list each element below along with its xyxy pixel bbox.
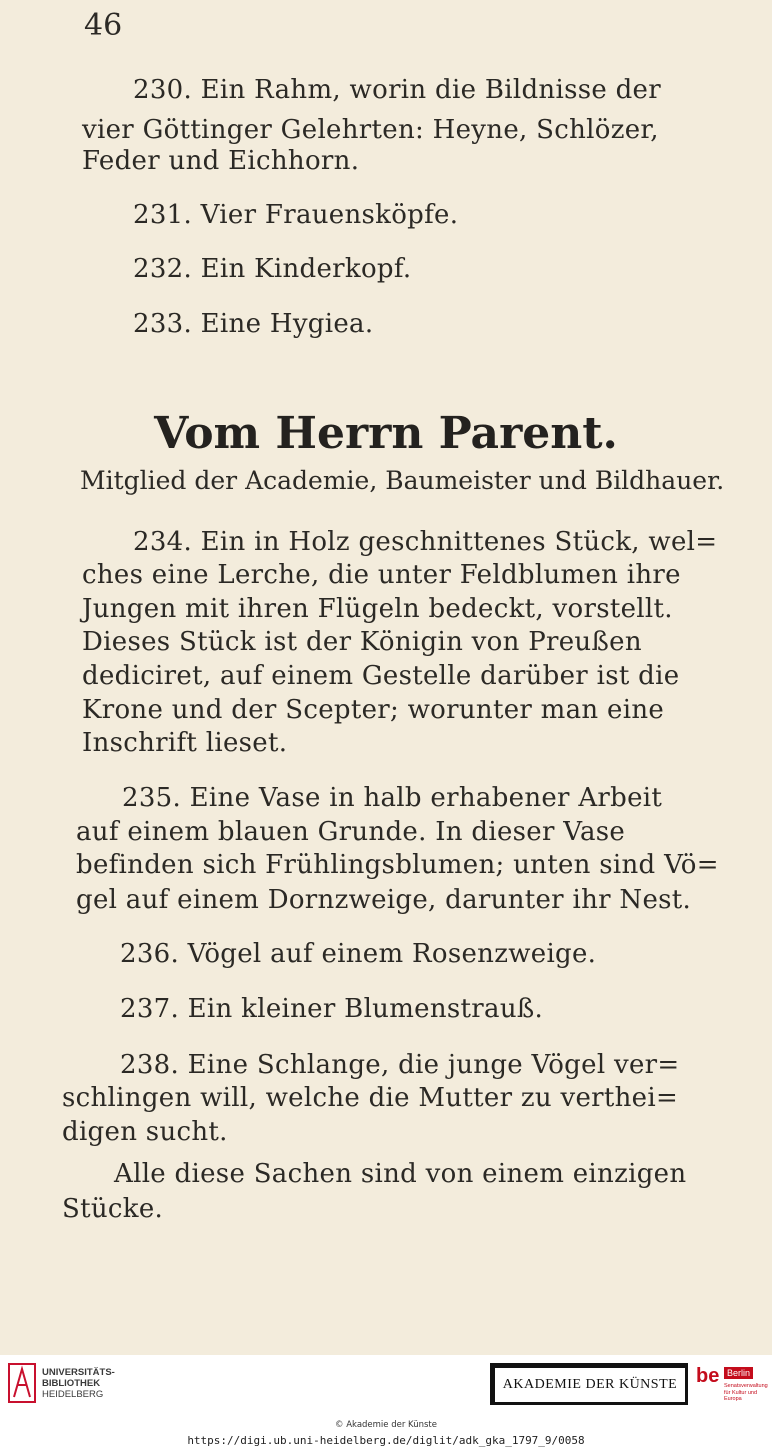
text-line: 236. Vögel auf einem Rosenzweige. [120, 939, 597, 969]
text-line: Alle diese Sachen sind von einem einzigen [114, 1159, 687, 1189]
text-line: 237. Ein kleiner Blumenstrauß. [120, 994, 544, 1024]
copyright-notice: © Akademie der Künste [335, 1420, 437, 1430]
text-line: 233. Eine Hygiea. [133, 309, 374, 339]
text-line: 231. Vier Frauensköpfe. [133, 200, 459, 230]
text-line: 238. Eine Schlange, die junge Vögel ver= [120, 1050, 680, 1080]
text-line: auf einem blauen Grunde. In dieser Vase [76, 817, 626, 847]
ub-heidelberg-wordmark[interactable] [42, 1367, 115, 1400]
text-line: Dieses Stück ist der Königin von Preußen [82, 627, 642, 657]
text-line: Stücke. [62, 1194, 164, 1224]
section-heading: Vom Herrn Parent. [154, 408, 618, 459]
berlin-senate-logo[interactable] [696, 1361, 768, 1405]
akademie-der-kuenste-logo[interactable] [490, 1363, 688, 1405]
text-line: Feder und Eichhorn. [82, 146, 360, 176]
text-line: Krone und der Scepter; worunter man eine [82, 695, 665, 725]
berlin-subtext [724, 1383, 768, 1403]
ub-heidelberg-logo-icon[interactable] [8, 1363, 36, 1403]
berlin-sub-line: Senatsverwaltung [724, 1383, 768, 1389]
text-line: 232. Ein Kinderkopf. [133, 254, 412, 284]
text-line: 235. Eine Vase in halb erhabener Arbeit [122, 783, 663, 813]
text-line: 234. Ein in Holz geschnittenes Stück, wel= [133, 527, 718, 557]
ub-line: BIBLIOTHEK [42, 1378, 101, 1389]
ub-line: HEIDELBERG [42, 1389, 104, 1400]
text-line: ches eine Lerche, die unter Feldblumen ihre [82, 560, 681, 590]
permalink-url[interactable]: https://digi.ub.uni-heidelberg.de/diglit/adk_gka_1797_9/0058 [187, 1434, 585, 1447]
berlin-badge: Berlin [724, 1367, 753, 1379]
text-line: dediciret, auf einem Gestelle darüber ist die [82, 661, 680, 691]
text-line: befinden sich Frühlingsblumen; unten sind Vö= [76, 850, 719, 880]
text-line: Jungen mit ihren Flügeln bedeckt, vorstellt. [82, 594, 673, 624]
ub-line: UNIVERSITÄTS- [42, 1367, 115, 1378]
berlin-be-mark: be [696, 1365, 720, 1387]
text-line: digen sucht. [62, 1117, 228, 1147]
page-number: 46 [84, 8, 123, 43]
section-subheading: Mitglied der Academie, Baumeister und Bildhauer. [80, 466, 725, 495]
text-line: 230. Ein Rahm, worin die Bildnisse der [133, 75, 661, 105]
berlin-sub-line: für Kultur und Europa [724, 1389, 758, 1402]
text-line: gel auf einem Dornzweige, darunter ihr Nest. [76, 885, 692, 915]
adk-label: AKADEMIE DER KÜNSTE [495, 1368, 685, 1402]
text-line: schlingen will, welche die Mutter zu verthei= [62, 1083, 679, 1113]
text-line: vier Göttinger Gelehrten: Heyne, Schlözer, [82, 115, 659, 145]
text-line: Inschrift lieset. [82, 728, 288, 758]
